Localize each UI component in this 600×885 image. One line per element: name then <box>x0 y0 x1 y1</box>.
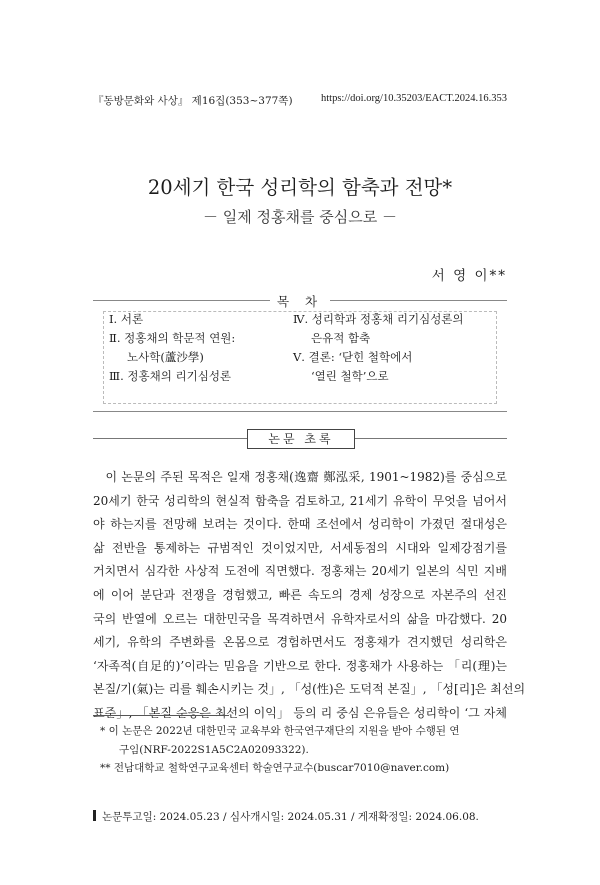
abstract-line: 삶 전반을 통제하는 규범적인 것이었지만, 서세동점의 시대와 일제강점기를 <box>93 540 507 555</box>
abstract-line: 야 하는지를 전망해 보려는 것이다. 한때 조선에서 성리학이 가졌던 절대성은 <box>93 517 507 532</box>
abstract-line: 세기, 유학의 주변화를 온몸으로 경험하면서도 정홍채가 견지했던 성리학은 <box>93 635 507 650</box>
bullet-bar-icon <box>93 810 96 821</box>
abstract-body <box>93 466 526 726</box>
journal-citation: 『동방문화와 사상』 제16집(353~377쪽) <box>93 95 293 107</box>
abstract-line: ‘자족적(自足的)’이라는 믿음을 기반으로 한다. 정홍채가 사용하는 「리(理)는 <box>93 658 507 673</box>
footnote-divider <box>93 715 229 716</box>
paper-title: 20세기 한국 성리학의 함축과 전망* <box>147 176 453 199</box>
table-of-contents <box>93 294 507 412</box>
toc-item: Ⅱ. 정홍채의 학문적 연원: <box>109 331 236 345</box>
footnote-funding-cont: 구임(NRF-2022S1A5C2A02093322). <box>119 743 309 756</box>
toc-item: Ⅴ. 결론: ‘닫힌 철학에서 <box>293 350 413 364</box>
running-header <box>93 93 507 109</box>
doi-link[interactable]: https://doi.org/10.35203/EACT.2024.16.353 <box>321 93 507 104</box>
dates-text: 논문투고일: 2024.05.23 / 심사개시일: 2024.05.31 / 게재확정일: 2024.06.08. <box>102 811 479 823</box>
toc-item: Ⅳ. 성리학과 정홍채 리기심성론의 <box>293 312 464 326</box>
toc-left-column <box>109 310 235 386</box>
author-name: 서 영 이** <box>431 268 507 284</box>
footnotes <box>100 722 507 778</box>
toc-item: 노사학(蘆沙學) <box>127 350 204 364</box>
abstract-line: 국의 반열에 오르는 대한민국을 목격하면서 유학자로서의 삶을 마감했다. 20 <box>93 611 507 626</box>
submission-dates <box>93 809 479 824</box>
abstract-line: 이 논문의 주된 목적은 일재 정홍채(逸齋 鄭泓采, 1901~1982)를 중심으로 <box>93 470 507 484</box>
toc-item: Ⅲ. 정홍채의 리기심성론 <box>109 369 232 383</box>
abstract-label: 논문 초록 <box>247 429 355 449</box>
toc-item: 은유적 함축 <box>311 331 371 345</box>
paper-subtitle: － 일제 정홍채를 중심으로 － <box>203 208 397 226</box>
footnote-funding: * 이 논문은 2022년 대한민국 교육부와 한국연구재단의 지원을 받아 수행된 연 <box>100 725 460 737</box>
abstract-line: 에 이어 분단과 전쟁을 경험했고, 빠른 속도의 경제 성장으로 자본주의 선진 <box>93 587 507 602</box>
toc-item: ‘열린 철학’으로 <box>311 369 389 383</box>
footnote-author: ** 전남대학교 철학연구교육센터 학술연구교수(buscar7010@naver.com) <box>100 762 450 774</box>
toc-right-column <box>293 310 464 386</box>
abstract-line: 거치면서 심각한 사상적 도전에 직면했다. 정홍채는 20세기 일본의 식민 지배 <box>93 564 507 579</box>
abstract-line: 표준」, 「본질 순응은 최선의 이익」 등의 리 중심 은유들은 성리학이 ‘그 자체 <box>93 705 507 720</box>
toc-label: 목 차 <box>270 292 330 310</box>
abstract-line: 20세기 한국 성리학의 현실적 함축을 검토하고, 21세기 유학이 무엇을 넘어서 <box>93 493 507 508</box>
abstract-line: 본질/기(氣)는 리를 훼손시키는 것」, 「성(性)은 도덕적 본질」, 「성[리]은 최선의 <box>93 682 526 697</box>
toc-item: Ⅰ. 서론 <box>109 312 144 326</box>
